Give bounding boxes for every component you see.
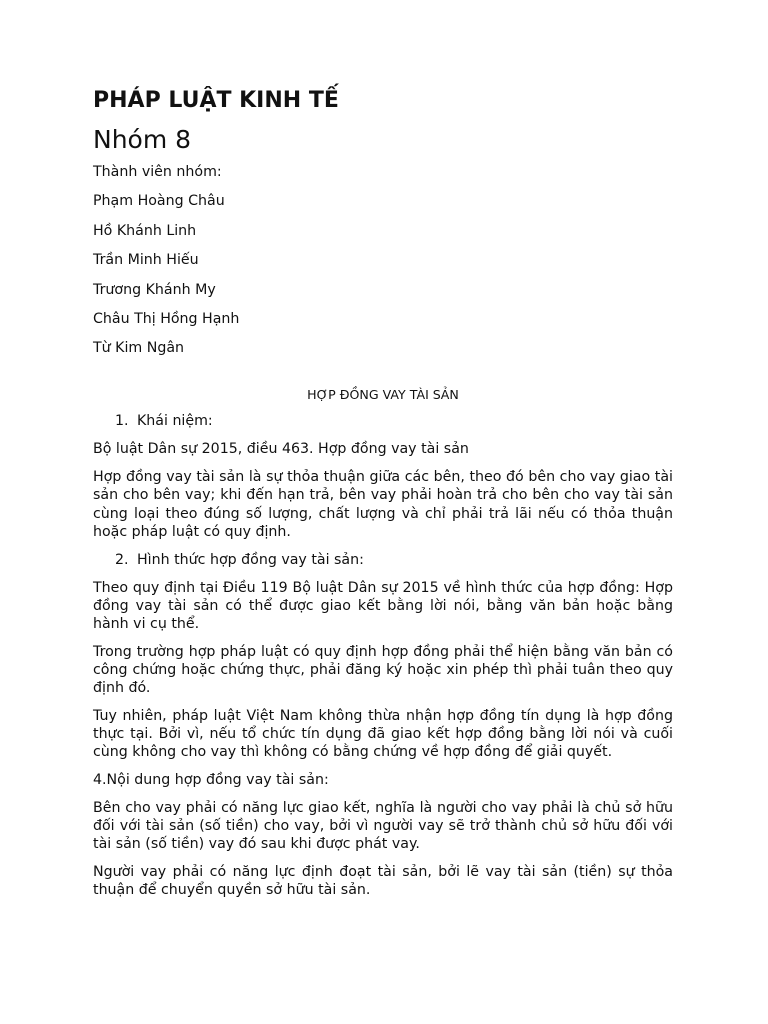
paragraph: Trong trường hợp pháp luật có quy định hợp đồng phải thể hiện bằng văn bản có công chứng hoặc chứng thực, phải đăng ký hoặc xin phép thì phải tuân theo quy định đó.	[93, 643, 673, 697]
document-title: PHÁP LUẬT KINH TẾ	[93, 88, 339, 113]
section-title: HỢP ĐỒNG VAY TÀI SẢN	[307, 387, 459, 403]
paragraph: Người vay phải có năng lực định đoạt tài sản, bởi lẽ vay tài sản (tiền) sự thỏa thuận để chuyển quyền sở hữu tài sản.	[93, 864, 673, 899]
paragraph: Hợp đồng vay tài sản là sự thỏa thuận giữa các bên, theo đó bên cho vay giao tài sản cho bên vay; khi đến hạn trả, bên vay phải hoàn trả cho bên cho vay tài sản cùng loại theo đúng số lượng, chất lượng và chỉ phải trả lãi nếu có thỏa thuận hoặc pháp luật có quy định.	[93, 469, 673, 540]
paragraph: Theo quy định tại Điều 119 Bộ luật Dân sự 2015 về hình thức của hợp đồng: Hợp đồng vay tài sản có thể được giao kết bằng lời nói, bằng văn bản hoặc bằng hành vi cụ thể.	[93, 579, 673, 632]
paragraph: Tuy nhiên, pháp luật Việt Nam không thừa nhận hợp đồng tín dụng là hợp đồng thực tại. Bởi vì, nếu tổ chức tín dụng đã giao kết hợp đồng bằng lời nói và cuối cùng không cho vay thì không có bằng chứng về hợp đồng để giải quyết.	[93, 707, 673, 761]
member-name: Phạm Hoàng Châu	[93, 193, 225, 210]
section-heading-4: 4.Nội dung hợp đồng vay tài sản:	[93, 772, 329, 789]
member-name: Trần Minh Hiếu	[93, 252, 199, 269]
paragraph: Bên cho vay phải có năng lực giao kết, nghĩa là người cho vay phải là chủ sở hữu đối với tài sản (số tiền) cho vay, bởi vì người vay sẽ trở thành chủ sở hữu đối với tài sản (số tiền) vay đó sau khi được phát vay.	[93, 799, 673, 853]
numbered-heading-2	[93, 551, 673, 569]
document-body	[93, 86, 673, 900]
item-label: Khái niệm:	[137, 413, 213, 430]
member-name: Từ Kim Ngân	[93, 340, 185, 357]
group-name: Nhóm 8	[93, 125, 192, 154]
member-name: Hồ Khánh Linh	[93, 222, 197, 239]
item-number: 2.	[115, 551, 129, 568]
member-name: Trương Khánh My	[93, 281, 216, 298]
members-label: Thành viên nhóm:	[93, 164, 222, 180]
member-name: Châu Thị Hồng Hạnh	[93, 310, 240, 327]
item-label: Hình thức hợp đồng vay tài sản:	[137, 551, 364, 568]
paragraph: Bộ luật Dân sự 2015, điều 463. Hợp đồng vay tài sản	[93, 441, 469, 458]
item-number: 1.	[115, 413, 129, 430]
numbered-heading-1	[93, 412, 673, 430]
